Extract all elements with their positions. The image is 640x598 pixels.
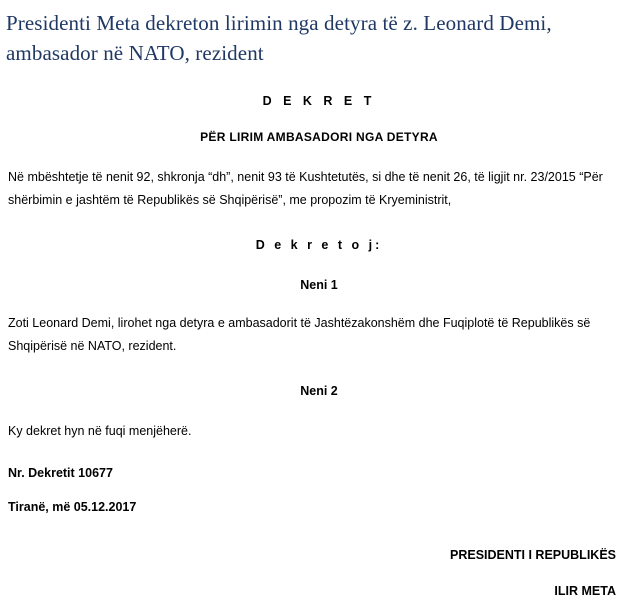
place-and-date: Tiranë, më 05.12.2017	[8, 500, 137, 514]
article-2-text: Ky dekret hyn në fuqi menjëherë.	[8, 424, 192, 438]
decree-preamble: Në mbështetje të nenit 92, shkronja “dh”, nenit 93 të Kushtetutës, si dhe të nenit 26, të ligjit nr. 23/2015 “Për shërbimin e jashtëm të Republikës së Shqipërisë”, me propozim të Kryeministrit,	[8, 170, 603, 207]
decree-body	[0, 94, 640, 598]
decree-verb: D e k r e t o j:	[255, 238, 383, 252]
decree-number: Nr. Dekretit 10677	[8, 466, 113, 480]
decree-title: D E K R E T	[262, 94, 376, 108]
article-1-heading: Neni 1	[300, 278, 338, 292]
article-2-heading: Neni 2	[300, 384, 338, 398]
page-title: Presidenti Meta dekreton lirimin nga detyra të z. Leonard Demi, ambasador në NATO, rezident	[6, 11, 552, 65]
article-1-text: Zoti Leonard Demi, lirohet nga detyra e ambasadorit të Jashtëzakonshëm dhe Fuqiplotë të Republikës së Shqipërisë në NATO, rezident.	[8, 316, 591, 353]
signature-title: PRESIDENTI I REPUBLIKËS	[450, 548, 616, 562]
decree-subtitle: PËR LIRIM AMBASADORI NGA DETYRA	[200, 130, 438, 144]
signature-name: ILIR META	[554, 584, 616, 598]
